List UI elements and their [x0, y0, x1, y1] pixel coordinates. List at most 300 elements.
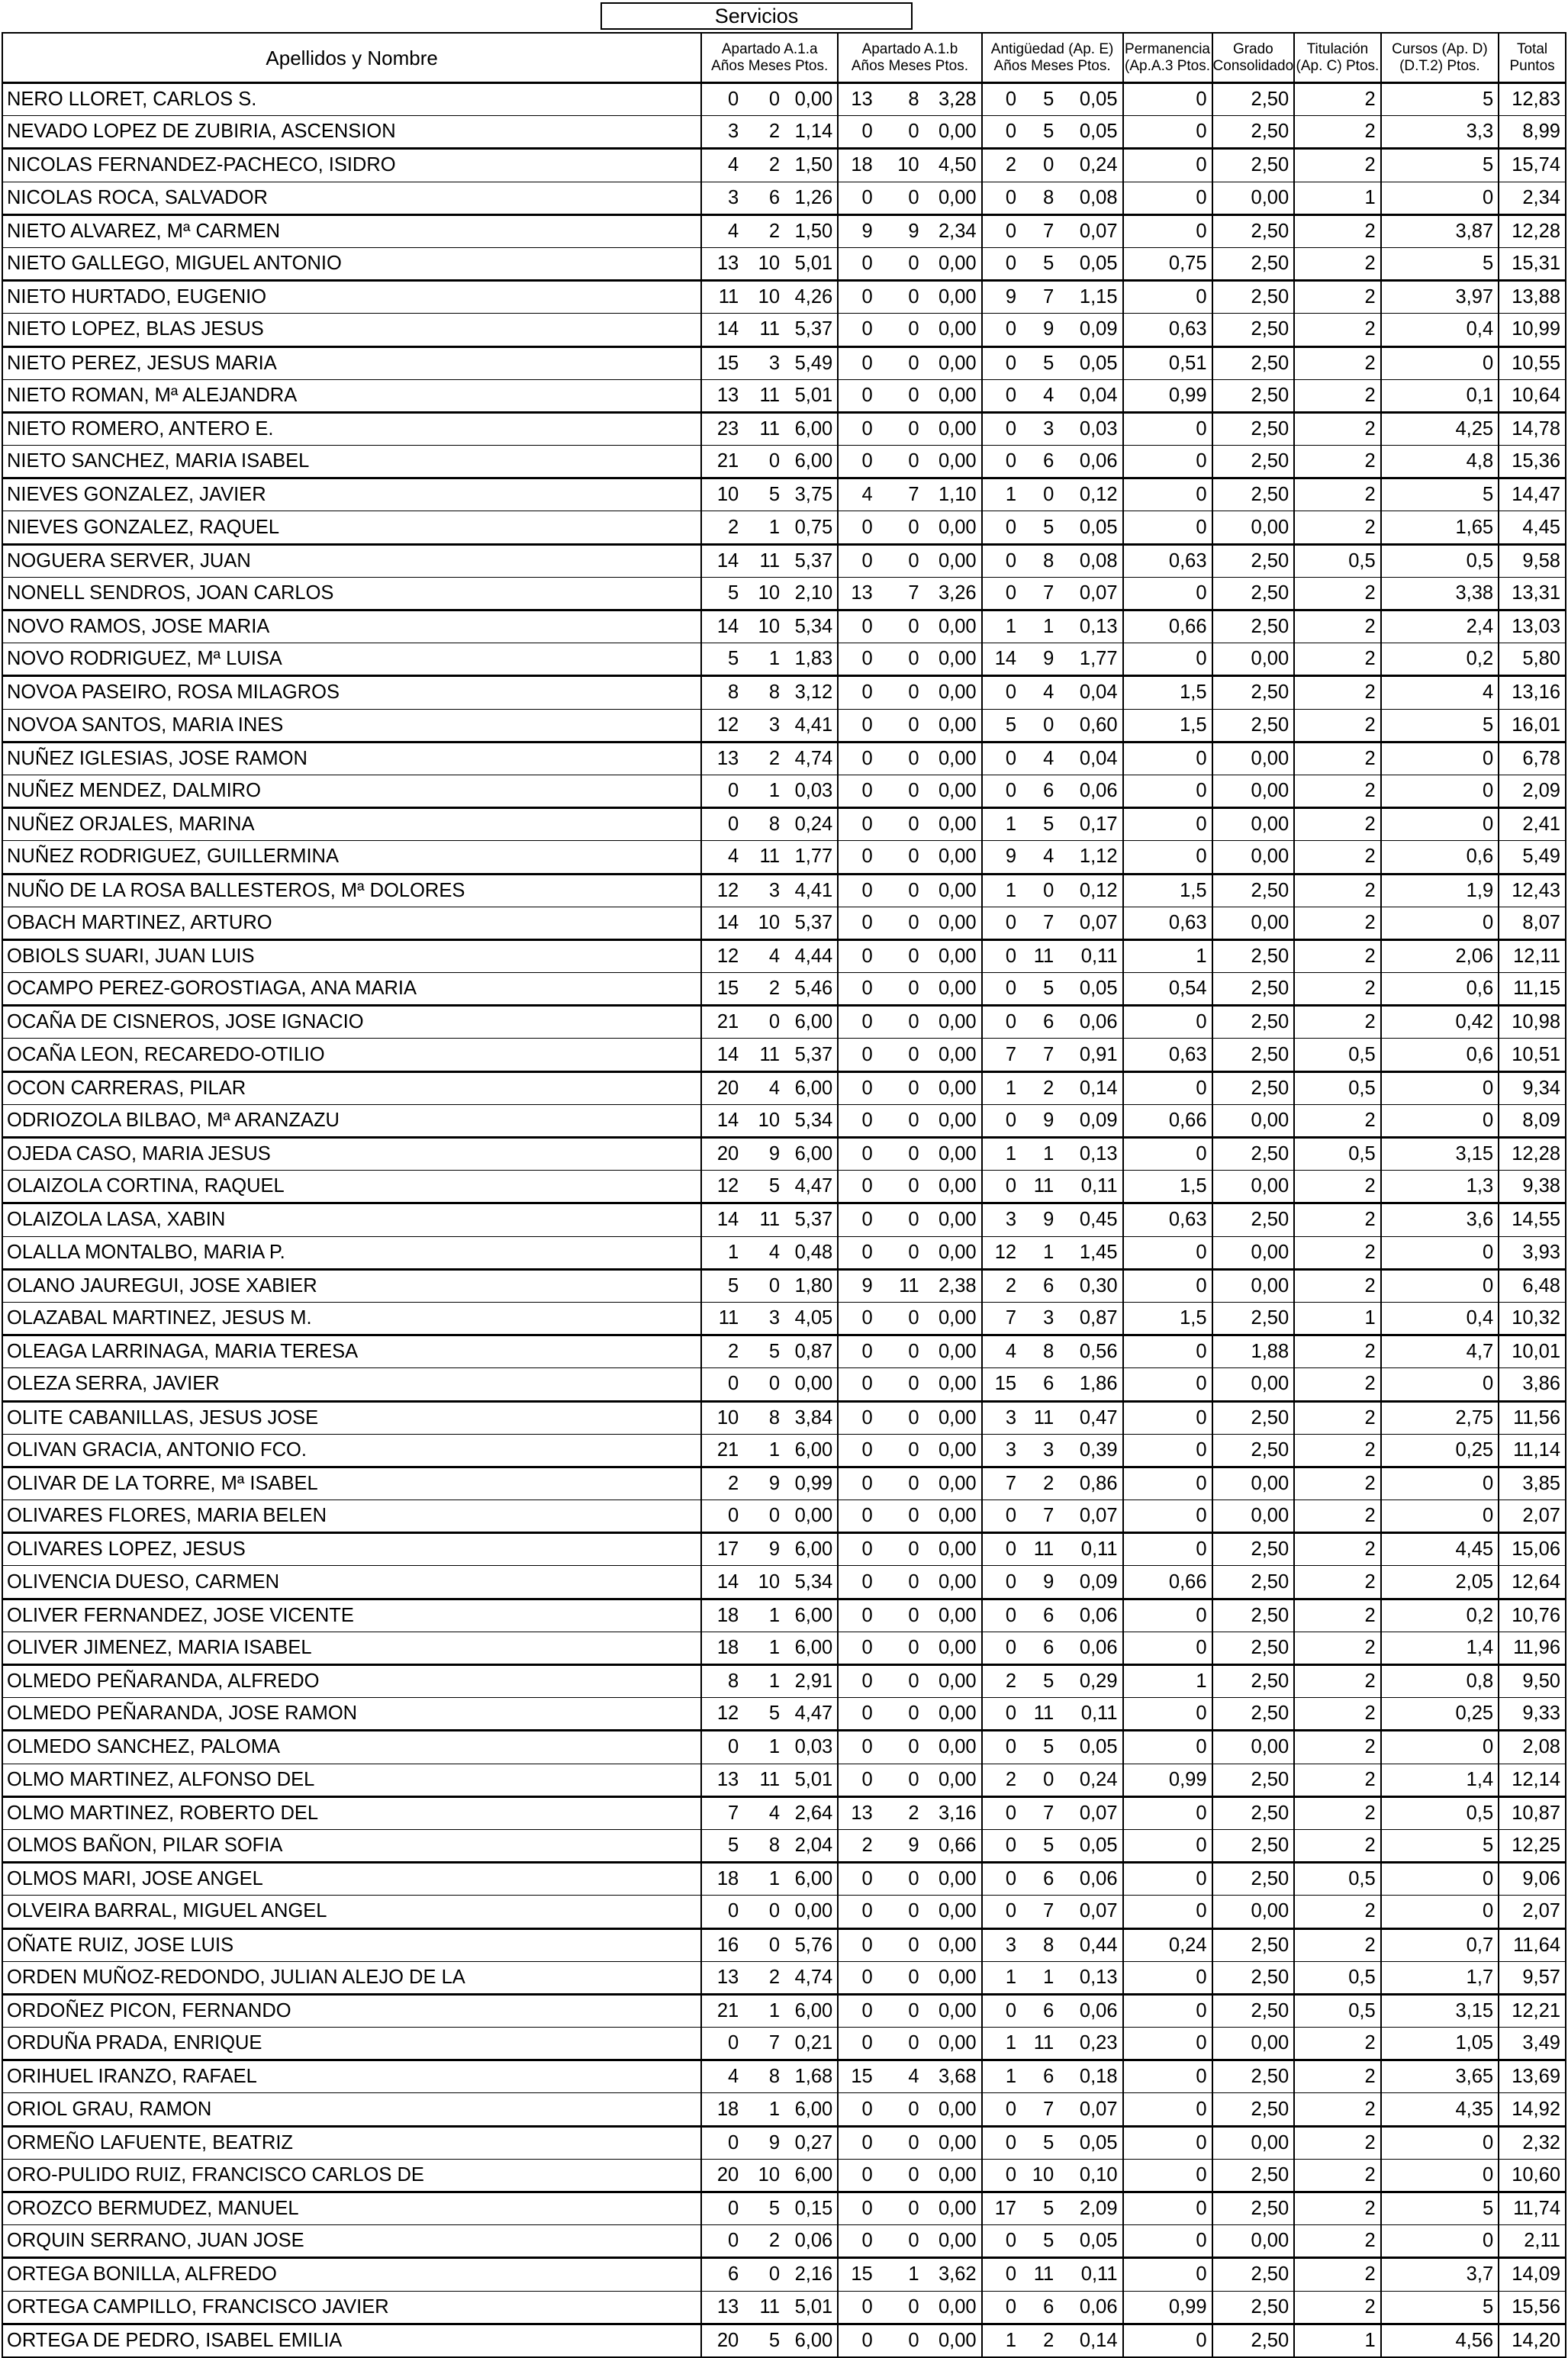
seniority-column-header — [982, 33, 1123, 83]
seniority-years-cell: 0 — [982, 214, 1021, 247]
degree-points-cell: 2 — [1294, 742, 1381, 775]
permanence-points-cell: 0 — [1123, 2225, 1212, 2258]
a1a-years-cell: 0 — [701, 2028, 743, 2060]
total-points-cell: 3,49 — [1499, 2028, 1566, 2060]
grade-consolidated-cell: 2,50 — [1212, 1665, 1295, 1698]
a1a-years-cell: 5 — [701, 643, 743, 676]
a1a-months-cell: 0 — [743, 83, 784, 116]
name-cell: ORDUÑA PRADA, ENRIQUE — [2, 2028, 701, 2060]
seniority-months-cell: 11 — [1021, 1401, 1058, 1434]
name-cell: OLAIZOLA CORTINA, RAQUEL — [2, 1171, 701, 1203]
degree-points-cell: 2 — [1294, 907, 1381, 939]
grade-consolidated-cell: 0,00 — [1212, 511, 1295, 544]
seniority-months-cell: 7 — [1021, 577, 1058, 610]
a1b-points-cell: 0,00 — [924, 1731, 982, 1764]
seniority-months-cell: 7 — [1021, 1039, 1058, 1071]
seniority-points-cell: 0,07 — [1058, 1896, 1122, 1928]
seniority-months-cell: 6 — [1021, 2291, 1058, 2324]
a1a-years-cell: 18 — [701, 1632, 743, 1664]
name-cell: NIETO SANCHEZ, MARIA ISABEL — [2, 446, 701, 478]
courses-points-cell: 5 — [1381, 2291, 1499, 2324]
table-row — [2, 1731, 1566, 1764]
courses-points-cell: 0,4 — [1381, 1302, 1499, 1335]
grade-consolidated-cell: 0,00 — [1212, 643, 1295, 676]
a1b-months-cell: 9 — [877, 1829, 924, 1862]
a1a-years-cell: 7 — [701, 1796, 743, 1829]
a1a-years-cell: 14 — [701, 544, 743, 577]
a1a-points-cell: 1,80 — [784, 1269, 838, 1302]
permanence-points-cell: 1,5 — [1123, 1302, 1212, 1335]
a1a-points-cell: 5,34 — [784, 610, 838, 643]
a1b-months-cell: 0 — [877, 1533, 924, 1566]
degree-points-cell: 2 — [1294, 1104, 1381, 1137]
a1a-points-cell: 4,74 — [784, 1961, 838, 1994]
permanence-points-cell: 0 — [1123, 1632, 1212, 1664]
permanence-points-cell: 1 — [1123, 939, 1212, 972]
a1b-years-cell: 0 — [838, 610, 877, 643]
courses-points-cell: 0,4 — [1381, 314, 1499, 346]
table-row — [2, 478, 1566, 511]
degree-points-cell: 2 — [1294, 2225, 1381, 2258]
permanence-points-cell: 0 — [1123, 478, 1212, 511]
header-line: Años Meses Ptos. — [851, 57, 968, 74]
seniority-years-cell: 0 — [982, 116, 1021, 149]
a1b-points-cell: 0,00 — [924, 808, 982, 841]
courses-points-cell: 1,7 — [1381, 1961, 1499, 1994]
degree-points-cell: 2 — [1294, 973, 1381, 1006]
a1b-months-cell: 0 — [877, 1566, 924, 1599]
permanence-points-cell: 0 — [1123, 841, 1212, 874]
a1b-months-cell: 0 — [877, 709, 924, 742]
a1a-points-cell: 3,75 — [784, 478, 838, 511]
name-cell: OLIVARES FLORES, MARIA BELEN — [2, 1500, 701, 1533]
a1b-months-cell: 0 — [877, 1203, 924, 1236]
seniority-months-cell: 1 — [1021, 1961, 1058, 1994]
a1a-months-cell: 7 — [743, 2028, 784, 2060]
total-points-cell: 10,01 — [1499, 1335, 1566, 1368]
table-row — [2, 676, 1566, 709]
a1b-points-cell: 0,00 — [924, 1928, 982, 1961]
name-cell: NERO LLORET, CARLOS S. — [2, 83, 701, 116]
courses-points-cell: 4,35 — [1381, 2093, 1499, 2126]
name-cell: OLMEDO SANCHEZ, PALOMA — [2, 1731, 701, 1764]
total-points-cell: 11,96 — [1499, 1632, 1566, 1664]
grade-consolidated-cell: 2,50 — [1212, 874, 1295, 907]
seniority-months-cell: 5 — [1021, 808, 1058, 841]
courses-points-cell: 3,15 — [1381, 1138, 1499, 1171]
table-row — [2, 2324, 1566, 2357]
grade-consolidated-cell: 0,00 — [1212, 2126, 1295, 2159]
a1a-points-cell: 4,41 — [784, 874, 838, 907]
name-cell: NUÑEZ RODRIGUEZ, GUILLERMINA — [2, 841, 701, 874]
a1b-points-cell: 0,66 — [924, 1829, 982, 1862]
degree-points-cell: 2 — [1294, 676, 1381, 709]
seniority-months-cell: 8 — [1021, 544, 1058, 577]
a1b-years-cell: 0 — [838, 1071, 877, 1104]
seniority-months-cell: 9 — [1021, 314, 1058, 346]
a1b-points-cell: 3,26 — [924, 577, 982, 610]
total-points-cell: 10,64 — [1499, 379, 1566, 412]
header-line: Años Meses Ptos. — [711, 57, 829, 74]
seniority-months-cell: 5 — [1021, 2225, 1058, 2258]
name-cell: NUÑEZ ORJALES, MARINA — [2, 808, 701, 841]
a1b-months-cell: 0 — [877, 1896, 924, 1928]
a1b-months-cell: 0 — [877, 1302, 924, 1335]
grade-consolidated-cell: 2,50 — [1212, 247, 1295, 280]
a1a-months-cell: 1 — [743, 511, 784, 544]
a1a-points-cell: 6,00 — [784, 1434, 838, 1467]
a1a-years-cell: 13 — [701, 2291, 743, 2324]
a1a-months-cell: 5 — [743, 1171, 784, 1203]
seniority-points-cell: 0,08 — [1058, 544, 1122, 577]
total-points-cell: 13,03 — [1499, 610, 1566, 643]
seniority-points-cell: 0,11 — [1058, 1171, 1122, 1203]
degree-points-cell: 2 — [1294, 1467, 1381, 1500]
a1a-points-cell: 0,06 — [784, 2225, 838, 2258]
grade-consolidated-cell: 2,50 — [1212, 2324, 1295, 2357]
a1a-months-cell: 8 — [743, 676, 784, 709]
name-cell: NUÑO DE LA ROSA BALLESTEROS, Mª DOLORES — [2, 874, 701, 907]
a1b-years-cell: 0 — [838, 1138, 877, 1171]
total-points-cell: 14,09 — [1499, 2258, 1566, 2291]
seniority-points-cell: 0,45 — [1058, 1203, 1122, 1236]
courses-points-cell: 0,6 — [1381, 841, 1499, 874]
seniority-years-cell: 7 — [982, 1467, 1021, 1500]
name-cell: OJEDA CASO, MARIA JESUS — [2, 1138, 701, 1171]
seniority-points-cell: 1,86 — [1058, 1368, 1122, 1401]
name-cell: OLANO JAUREGUI, JOSE XABIER — [2, 1269, 701, 1302]
seniority-points-cell: 1,45 — [1058, 1236, 1122, 1269]
degree-points-cell: 2 — [1294, 1335, 1381, 1368]
header-line: Titulación — [1306, 40, 1369, 57]
grade-consolidated-cell: 0,00 — [1212, 1269, 1295, 1302]
courses-points-cell: 3,87 — [1381, 214, 1499, 247]
a1b-months-cell: 0 — [877, 1599, 924, 1632]
table-row — [2, 2258, 1566, 2291]
total-points-cell: 5,80 — [1499, 643, 1566, 676]
a1b-months-cell: 0 — [877, 2324, 924, 2357]
permanence-points-cell: 0 — [1123, 1500, 1212, 1533]
a1a-months-cell: 11 — [743, 841, 784, 874]
seniority-months-cell: 6 — [1021, 1994, 1058, 2027]
a1a-years-cell: 14 — [701, 1566, 743, 1599]
permanence-points-cell: 0 — [1123, 808, 1212, 841]
a1a-points-cell: 4,05 — [784, 1302, 838, 1335]
seniority-years-cell: 0 — [982, 1566, 1021, 1599]
courses-points-cell: 0 — [1381, 1896, 1499, 1928]
courses-points-cell: 0 — [1381, 1500, 1499, 1533]
a1b-years-cell: 0 — [838, 939, 877, 972]
seniority-years-cell: 0 — [982, 1104, 1021, 1137]
table-row — [2, 182, 1566, 214]
permanence-points-cell: 0 — [1123, 2028, 1212, 2060]
permanence-points-cell: 0 — [1123, 1994, 1212, 2027]
courses-points-cell: 2,06 — [1381, 939, 1499, 972]
seniority-months-cell: 1 — [1021, 1138, 1058, 1171]
table-row — [2, 841, 1566, 874]
a1b-years-cell: 0 — [838, 2225, 877, 2258]
table-row — [2, 214, 1566, 247]
a1b-years-cell: 0 — [838, 1599, 877, 1632]
table-row — [2, 775, 1566, 807]
seniority-points-cell: 0,09 — [1058, 1104, 1122, 1137]
name-cell: ORTEGA DE PEDRO, ISABEL EMILIA — [2, 2324, 701, 2357]
permanence-points-cell: 0 — [1123, 446, 1212, 478]
total-points-cell: 12,43 — [1499, 874, 1566, 907]
total-points-cell: 2,41 — [1499, 808, 1566, 841]
seniority-years-cell: 1 — [982, 1138, 1021, 1171]
name-cell: ORDOÑEZ PICON, FERNANDO — [2, 1994, 701, 2027]
a1a-points-cell: 0,87 — [784, 1335, 838, 1368]
seniority-points-cell: 0,24 — [1058, 1764, 1122, 1796]
degree-points-cell: 2 — [1294, 1796, 1381, 1829]
a1a-months-cell: 8 — [743, 808, 784, 841]
seniority-years-cell: 2 — [982, 1665, 1021, 1698]
grade-consolidated-cell: 2,50 — [1212, 1796, 1295, 1829]
a1a-months-cell: 1 — [743, 1994, 784, 2027]
a1b-points-cell: 0,00 — [924, 2126, 982, 2159]
seniority-years-cell: 0 — [982, 1829, 1021, 1862]
a1a-years-cell: 13 — [701, 742, 743, 775]
a1b-points-cell: 0,00 — [924, 1104, 982, 1137]
a1a-points-cell: 6,00 — [784, 1599, 838, 1632]
grade-consolidated-cell: 2,50 — [1212, 1039, 1295, 1071]
permanence-points-cell: 0 — [1123, 1698, 1212, 1731]
total-points-cell: 9,33 — [1499, 1698, 1566, 1731]
courses-points-cell: 3,7 — [1381, 2258, 1499, 2291]
grade-consolidated-cell: 2,50 — [1212, 939, 1295, 972]
a1b-years-cell: 0 — [838, 874, 877, 907]
a1b-points-cell: 0,00 — [924, 1006, 982, 1039]
permanence-points-cell: 0 — [1123, 2159, 1212, 2192]
degree-points-cell: 2 — [1294, 1764, 1381, 1796]
seniority-years-cell: 0 — [982, 907, 1021, 939]
a1b-months-cell: 2 — [877, 1796, 924, 1829]
courses-points-cell: 4 — [1381, 676, 1499, 709]
name-cell: OLMEDO PEÑARANDA, JOSE RAMON — [2, 1698, 701, 1731]
a1a-months-cell: 0 — [743, 1896, 784, 1928]
degree-points-cell: 2 — [1294, 412, 1381, 445]
seniority-points-cell: 0,14 — [1058, 2324, 1122, 2357]
grade-consolidated-cell: 2,50 — [1212, 1203, 1295, 1236]
seniority-years-cell: 0 — [982, 2159, 1021, 2192]
a1a-months-cell: 5 — [743, 478, 784, 511]
a1a-points-cell: 2,64 — [784, 1796, 838, 1829]
a1b-points-cell: 0,00 — [924, 1434, 982, 1467]
seniority-points-cell: 0,05 — [1058, 116, 1122, 149]
a1a-months-cell: 4 — [743, 1236, 784, 1269]
a1a-years-cell: 0 — [701, 2126, 743, 2159]
a1b-months-cell: 0 — [877, 1698, 924, 1731]
total-points-cell: 8,07 — [1499, 907, 1566, 939]
a1a-years-cell: 17 — [701, 1533, 743, 1566]
a1a-years-cell: 3 — [701, 116, 743, 149]
seniority-points-cell: 0,24 — [1058, 149, 1122, 182]
a1a-months-cell: 3 — [743, 1302, 784, 1335]
a1b-points-cell: 1,10 — [924, 478, 982, 511]
grade-consolidated-cell: 2,50 — [1212, 1006, 1295, 1039]
a1a-years-cell: 21 — [701, 446, 743, 478]
table-row — [2, 1599, 1566, 1632]
total-points-cell: 13,88 — [1499, 281, 1566, 314]
degree-points-cell: 2 — [1294, 149, 1381, 182]
grade-consolidated-cell: 0,00 — [1212, 1104, 1295, 1137]
total-points-cell: 3,86 — [1499, 1368, 1566, 1401]
a1a-points-cell: 1,50 — [784, 214, 838, 247]
a1b-months-cell: 0 — [877, 1863, 924, 1896]
table-row — [2, 1434, 1566, 1467]
seniority-years-cell: 0 — [982, 346, 1021, 379]
degree-points-cell: 2 — [1294, 2192, 1381, 2225]
seniority-points-cell: 0,05 — [1058, 2126, 1122, 2159]
seniority-points-cell: 0,06 — [1058, 1632, 1122, 1664]
degree-points-cell: 2 — [1294, 1006, 1381, 1039]
degree-points-cell: 2 — [1294, 1500, 1381, 1533]
permanence-points-cell: 0 — [1123, 2060, 1212, 2093]
courses-points-cell: 5 — [1381, 709, 1499, 742]
a1a-years-cell: 4 — [701, 214, 743, 247]
total-points-cell: 13,31 — [1499, 577, 1566, 610]
total-points-cell: 15,36 — [1499, 446, 1566, 478]
a1a-points-cell: 2,91 — [784, 1665, 838, 1698]
total-points-cell: 10,55 — [1499, 346, 1566, 379]
seniority-years-cell: 0 — [982, 379, 1021, 412]
a1a-points-cell: 5,37 — [784, 1039, 838, 1071]
a1b-years-cell: 0 — [838, 1104, 877, 1137]
a1a-points-cell: 4,47 — [784, 1171, 838, 1203]
table-row — [2, 742, 1566, 775]
total-points-cell: 15,56 — [1499, 2291, 1566, 2324]
header-line: Años Meses Ptos. — [993, 57, 1111, 74]
a1a-years-cell: 10 — [701, 478, 743, 511]
seniority-years-cell: 3 — [982, 1434, 1021, 1467]
a1a-points-cell: 5,01 — [784, 1764, 838, 1796]
header-row — [2, 33, 1566, 83]
seniority-years-cell: 0 — [982, 2258, 1021, 2291]
seniority-months-cell: 7 — [1021, 1896, 1058, 1928]
name-cell: OCAMPO PEREZ-GOROSTIAGA, ANA MARIA — [2, 973, 701, 1006]
degree-points-cell: 2 — [1294, 116, 1381, 149]
a1b-months-cell: 0 — [877, 1006, 924, 1039]
permanence-points-cell: 0 — [1123, 1961, 1212, 1994]
a1a-years-cell: 3 — [701, 182, 743, 214]
a1b-years-cell: 0 — [838, 1928, 877, 1961]
seniority-points-cell: 0,09 — [1058, 1566, 1122, 1599]
seniority-months-cell: 6 — [1021, 1269, 1058, 1302]
courses-points-cell: 1,65 — [1381, 511, 1499, 544]
seniority-years-cell: 0 — [982, 2225, 1021, 2258]
table-row — [2, 247, 1566, 280]
a1b-points-cell: 0,00 — [924, 1665, 982, 1698]
a1b-months-cell: 0 — [877, 1500, 924, 1533]
grade-consolidated-cell: 0,00 — [1212, 742, 1295, 775]
a1a-months-cell: 0 — [743, 2258, 784, 2291]
a1b-years-cell: 0 — [838, 1764, 877, 1796]
a1a-months-cell: 11 — [743, 314, 784, 346]
name-cell: OCAÑA LEON, RECAREDO-OTILIO — [2, 1039, 701, 1071]
seniority-points-cell: 0,04 — [1058, 676, 1122, 709]
a1b-years-cell: 0 — [838, 1863, 877, 1896]
courses-points-cell: 5 — [1381, 83, 1499, 116]
a1a-years-cell: 8 — [701, 1665, 743, 1698]
total-points-cell: 14,47 — [1499, 478, 1566, 511]
seniority-months-cell: 7 — [1021, 1796, 1058, 1829]
grade-consolidated-cell: 2,50 — [1212, 1138, 1295, 1171]
a1a-years-cell: 13 — [701, 1764, 743, 1796]
a1a-points-cell: 0,75 — [784, 511, 838, 544]
seniority-years-cell: 0 — [982, 83, 1021, 116]
grade-consolidated-cell: 2,50 — [1212, 281, 1295, 314]
seniority-points-cell: 0,05 — [1058, 511, 1122, 544]
seniority-points-cell: 0,06 — [1058, 2291, 1122, 2324]
a1b-years-cell: 0 — [838, 281, 877, 314]
a1b-months-cell: 0 — [877, 1434, 924, 1467]
name-cell: OLITE CABANILLAS, JESUS JOSE — [2, 1401, 701, 1434]
total-points-cell: 12,83 — [1499, 83, 1566, 116]
seniority-years-cell: 0 — [982, 1731, 1021, 1764]
a1a-years-cell: 4 — [701, 2060, 743, 2093]
a1a-months-cell: 8 — [743, 1401, 784, 1434]
a1b-points-cell: 0,00 — [924, 709, 982, 742]
a1a-years-cell: 13 — [701, 379, 743, 412]
a1b-points-cell: 0,00 — [924, 676, 982, 709]
seniority-years-cell: 0 — [982, 247, 1021, 280]
table-row — [2, 1006, 1566, 1039]
total-points-cell: 10,76 — [1499, 1599, 1566, 1632]
a1b-points-cell: 0,00 — [924, 1368, 982, 1401]
table-row — [2, 1566, 1566, 1599]
a1b-points-cell: 0,00 — [924, 1071, 982, 1104]
a1b-months-cell: 0 — [877, 2291, 924, 2324]
grade-consolidated-cell: 0,00 — [1212, 1500, 1295, 1533]
a1a-years-cell: 20 — [701, 2159, 743, 2192]
a1b-points-cell: 0,00 — [924, 973, 982, 1006]
a1a-years-cell: 14 — [701, 907, 743, 939]
seniority-points-cell: 0,06 — [1058, 775, 1122, 807]
total-points-cell: 10,87 — [1499, 1796, 1566, 1829]
total-points-cell: 10,51 — [1499, 1039, 1566, 1071]
seniority-points-cell: 1,15 — [1058, 281, 1122, 314]
table-row — [2, 1632, 1566, 1664]
permanence-points-cell: 1 — [1123, 1665, 1212, 1698]
grade-consolidated-cell: 2,50 — [1212, 2258, 1295, 2291]
seniority-years-cell: 0 — [982, 511, 1021, 544]
name-cell: NIETO GALLEGO, MIGUEL ANTONIO — [2, 247, 701, 280]
seniority-points-cell: 0,07 — [1058, 1796, 1122, 1829]
header-line: (Ap. C) Ptos. — [1296, 57, 1380, 74]
seniority-years-cell: 0 — [982, 1171, 1021, 1203]
permanence-points-cell: 0 — [1123, 2093, 1212, 2126]
permanence-points-cell: 0 — [1123, 1335, 1212, 1368]
permanence-points-cell: 1,5 — [1123, 874, 1212, 907]
a1a-years-cell: 14 — [701, 610, 743, 643]
name-cell: NIETO HURTADO, EUGENIO — [2, 281, 701, 314]
table-row — [2, 1863, 1566, 1896]
name-column-header: Apellidos y Nombre — [2, 33, 701, 83]
a1b-column-header — [838, 33, 981, 83]
seniority-years-cell: 3 — [982, 1928, 1021, 1961]
degree-points-cell: 2 — [1294, 709, 1381, 742]
seniority-months-cell: 7 — [1021, 1500, 1058, 1533]
a1a-months-cell: 11 — [743, 412, 784, 445]
a1a-months-cell: 3 — [743, 346, 784, 379]
grade-consolidated-cell: 2,50 — [1212, 1829, 1295, 1862]
permanence-points-cell: 0 — [1123, 775, 1212, 807]
a1a-years-cell: 2 — [701, 1335, 743, 1368]
seniority-months-cell: 5 — [1021, 973, 1058, 1006]
a1a-years-cell: 14 — [701, 1203, 743, 1236]
a1a-years-cell: 20 — [701, 1071, 743, 1104]
